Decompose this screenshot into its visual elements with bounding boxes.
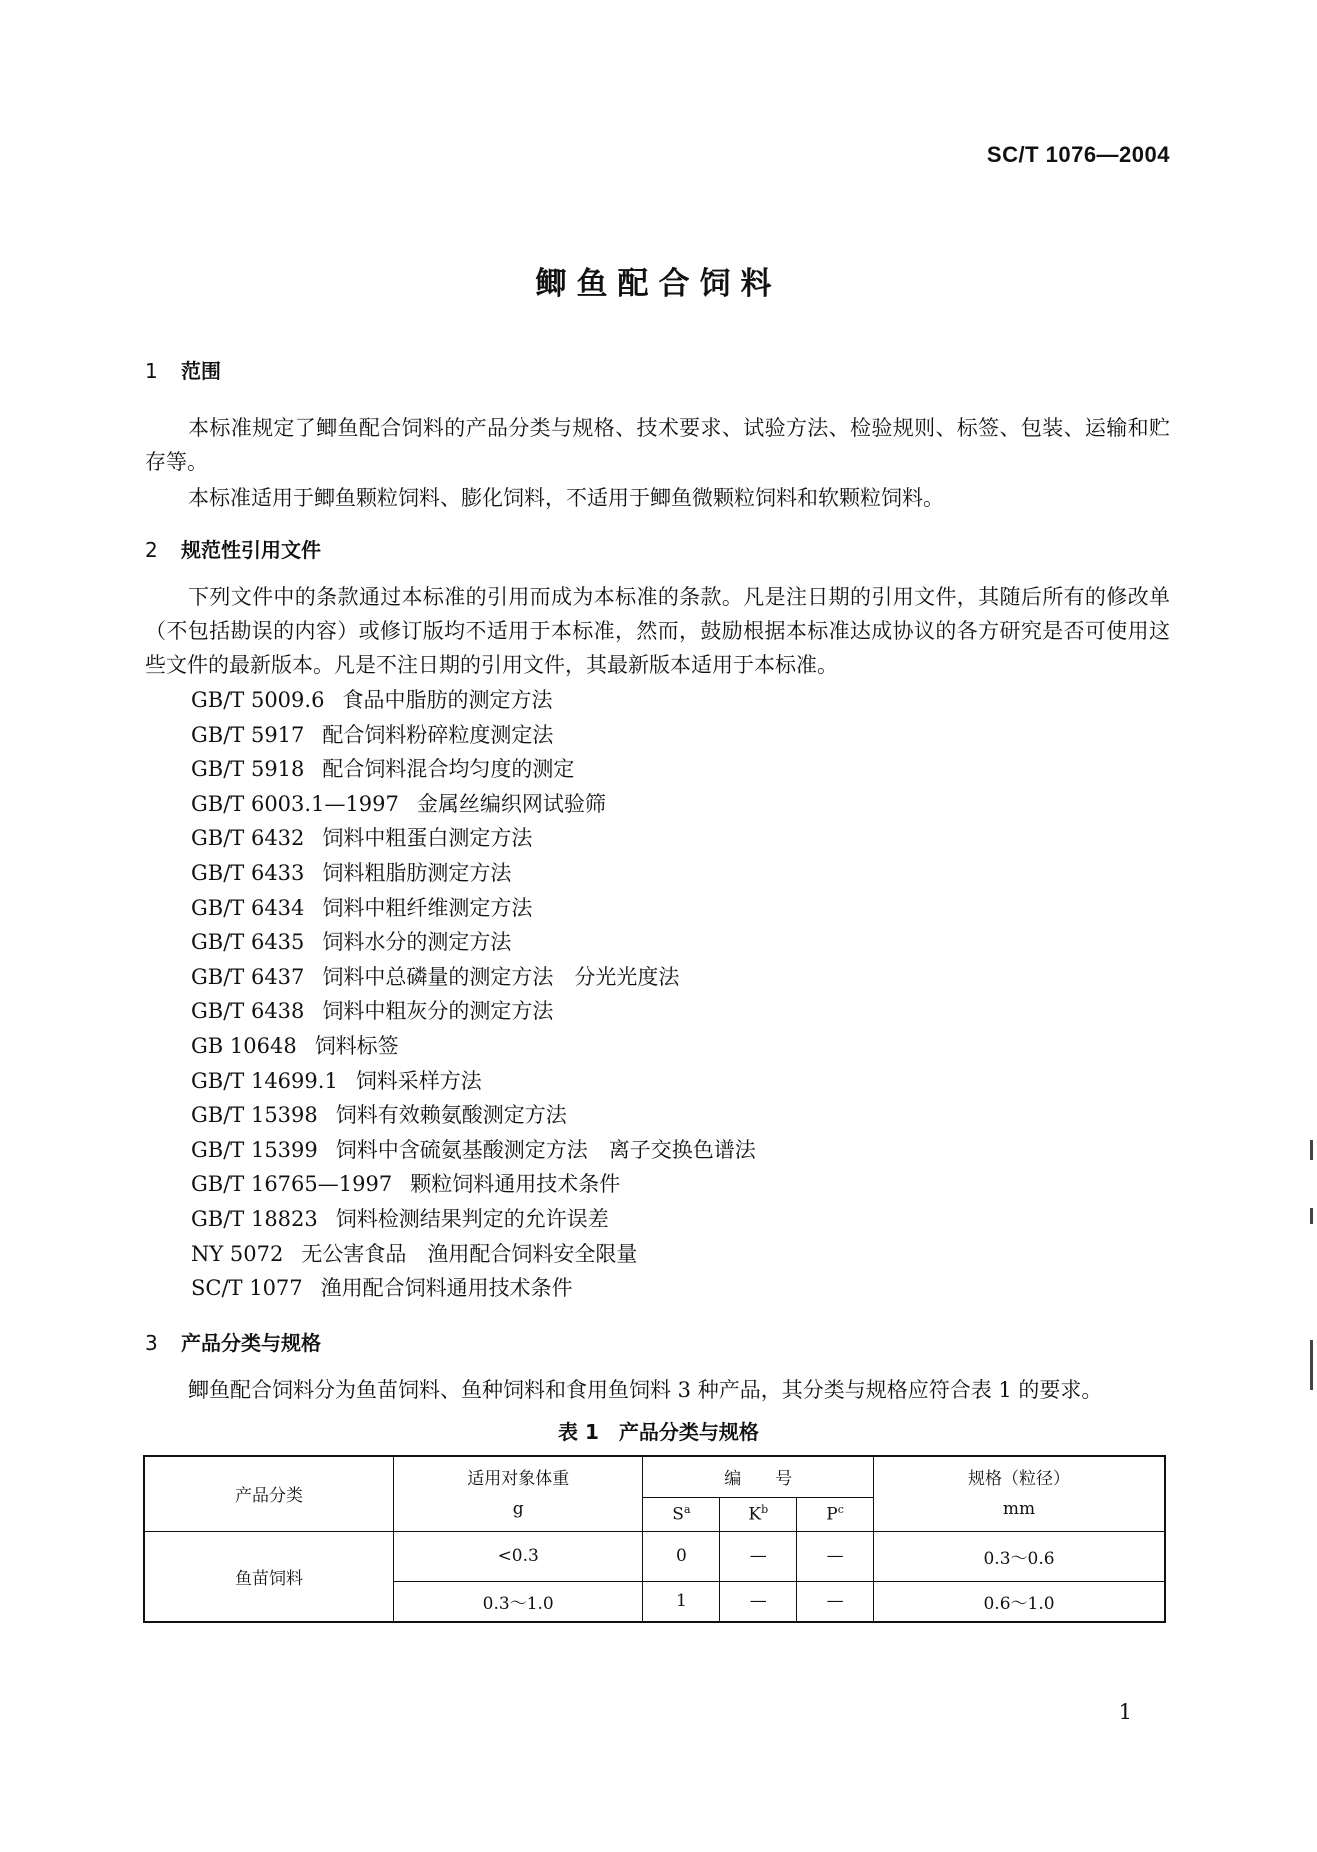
- header-weight: [393, 1456, 643, 1531]
- scan-edge-mark: [1310, 1140, 1313, 1160]
- table-caption: 表 1 产品分类与规格: [558, 1420, 759, 1444]
- table-row: [144, 1531, 1165, 1581]
- cell-spec: 0.6～1.0: [874, 1581, 1165, 1622]
- scan-edge-mark: [1310, 1208, 1313, 1224]
- cell-spec: 0.3～0.6: [874, 1531, 1165, 1581]
- reference-code: GB/T 6438: [191, 999, 305, 1024]
- header-k: [720, 1497, 797, 1531]
- reference-code: GB/T 6433: [191, 860, 305, 885]
- header-weight-label: 适用对象体重: [467, 1468, 570, 1489]
- cell-s: 0: [643, 1531, 720, 1581]
- reference-item: [191, 1064, 756, 1099]
- page-number: 1: [1118, 1700, 1132, 1724]
- reference-title: 饲料粗脂肪测定方法: [322, 860, 512, 885]
- footnote-marker: a: [683, 1503, 691, 1517]
- cell-s: 1: [643, 1581, 720, 1622]
- paragraph: 鲫鱼配合饲料分为鱼苗饲料、鱼种饲料和食用鱼饲料 3 种产品，其分类与规格应符合表 1 的要求。: [188, 1378, 1103, 1402]
- cell-p: —: [797, 1581, 874, 1622]
- reference-item: [191, 1098, 756, 1133]
- reference-item: [191, 1237, 756, 1272]
- reference-title: 饲料中含硫氨基酸测定方法 离子交换色谱法: [335, 1137, 756, 1162]
- reference-title: 饲料标签: [314, 1033, 399, 1058]
- cell-k: —: [720, 1581, 797, 1622]
- paragraph: 本标准适用于鲫鱼颗粒饲料、膨化饲料，不适用于鲫鱼微颗粒饲料和软颗粒饲料。: [188, 486, 944, 510]
- reference-title: 饲料中粗灰分的测定方法: [322, 999, 554, 1024]
- reference-item: [191, 787, 756, 822]
- cell-weight: 0.3～1.0: [393, 1581, 643, 1622]
- header-p-label: P: [826, 1504, 838, 1525]
- footnote-marker: c: [837, 1503, 844, 1517]
- reference-item: [191, 1167, 756, 1202]
- product-spec-table: [143, 1455, 1166, 1623]
- reference-item: [191, 683, 756, 718]
- reference-item: [191, 925, 756, 960]
- reference-item: [191, 960, 756, 995]
- header-spec-unit: mm: [1002, 1498, 1036, 1519]
- reference-title: 饲料检测结果判定的允许误差: [335, 1206, 609, 1231]
- reference-title: 颗粒饲料通用技术条件: [410, 1172, 621, 1197]
- document-title: 鲫鱼配合饲料: [535, 266, 782, 302]
- section-number: 3: [145, 1331, 158, 1355]
- standard-code: SC/T 1076—2004: [986, 142, 1170, 167]
- reference-code: GB/T 18823: [191, 1206, 318, 1231]
- reference-code: NY 5072: [191, 1241, 284, 1266]
- header-k-label: K: [748, 1504, 762, 1525]
- reference-title: 饲料中总磷量的测定方法 分光光度法: [322, 964, 680, 989]
- reference-code: GB/T 5009.6: [191, 688, 325, 712]
- reference-code: GB 10648: [191, 1033, 297, 1058]
- cell-k: —: [720, 1531, 797, 1581]
- section-number: 2: [145, 538, 158, 562]
- header-s-label: S: [672, 1504, 684, 1525]
- reference-item: [191, 856, 756, 891]
- reference-item: [191, 1271, 756, 1306]
- reference-item: [191, 994, 756, 1029]
- reference-title: 饲料中粗纤维测定方法: [322, 895, 533, 920]
- reference-item: [191, 718, 756, 753]
- reference-list: [191, 683, 756, 1306]
- header-weight-unit: g: [512, 1498, 524, 1519]
- reference-title: 食品中脂肪的测定方法: [342, 688, 553, 712]
- scan-edge-mark: [1310, 1340, 1313, 1390]
- cell-p: —: [797, 1531, 874, 1581]
- reference-code: GB/T 6003.1—1997: [191, 791, 399, 816]
- reference-code: GB/T 6432: [191, 826, 305, 851]
- reference-title: 饲料有效赖氨酸测定方法: [335, 1103, 567, 1128]
- reference-title: 配合饲料混合均匀度的测定: [322, 757, 575, 782]
- reference-title: 无公害食品 渔用配合饲料安全限量: [301, 1241, 638, 1266]
- section-title: 规范性引用文件: [181, 538, 321, 562]
- section-heading-scope: [145, 355, 221, 384]
- section-heading-product-classification: [145, 1327, 321, 1356]
- reference-title: 饲料水分的测定方法: [322, 930, 512, 955]
- reference-code: GB/T 5917: [191, 722, 305, 747]
- header-category: 产品分类: [144, 1456, 393, 1531]
- reference-code: GB/T 6434: [191, 895, 305, 920]
- reference-item: [191, 1133, 756, 1168]
- reference-title: 饲料中粗蛋白测定方法: [322, 826, 533, 851]
- reference-code: SC/T 1077: [191, 1276, 303, 1301]
- reference-code: GB/T 5918: [191, 757, 305, 782]
- paragraph: 下列文件中的条款通过本标准的引用而成为本标准的条款。凡是注日期的引用文件，其随后所有的修改单（不包括勘误的内容）或修订版均不适用于本标准，然而，鼓励根据本标准达成协议的各方研究是否可使用这些文件的最新版本。凡是不注日期的引用文件，其最新版本适用于本标准。: [145, 585, 1170, 677]
- reference-code: GB/T 15399: [191, 1137, 318, 1162]
- section-heading-normative-references: [145, 534, 321, 563]
- reference-code: GB/T 16765—1997: [191, 1172, 393, 1197]
- reference-item: [191, 1029, 756, 1064]
- reference-title: 渔用配合饲料通用技术条件: [320, 1276, 573, 1301]
- table-header-row: [144, 1456, 1165, 1497]
- header-spec-label: 规格（粒径）: [968, 1468, 1071, 1489]
- cell-weight: <0.3: [393, 1531, 643, 1581]
- reference-title: 金属丝编织网试验筛: [416, 791, 606, 816]
- footnote-marker: b: [761, 1503, 769, 1517]
- cell-category: 鱼苗饲料: [144, 1531, 393, 1622]
- header-s: [643, 1497, 720, 1531]
- reference-item: [191, 891, 756, 926]
- section-title: 产品分类与规格: [181, 1331, 321, 1355]
- reference-code: GB/T 15398: [191, 1103, 318, 1128]
- header-code-group: 编 号: [643, 1456, 874, 1497]
- header-spec: [874, 1456, 1165, 1531]
- reference-code: GB/T 6437: [191, 964, 305, 989]
- paragraph: 本标准规定了鲫鱼配合饲料的产品分类与规格、技术要求、试验方法、检验规则、标签、包装、运输和贮存等。: [145, 416, 1170, 474]
- section-number: 1: [145, 359, 158, 383]
- reference-title: 饲料采样方法: [355, 1068, 482, 1093]
- reference-title: 配合饲料粉碎粒度测定法: [322, 722, 554, 747]
- reference-item: [191, 1202, 756, 1237]
- section-title: 范围: [181, 359, 221, 383]
- reference-code: GB/T 14699.1: [191, 1068, 338, 1093]
- header-p: [797, 1497, 874, 1531]
- reference-item: [191, 821, 756, 856]
- reference-item: [191, 752, 756, 787]
- reference-code: GB/T 6435: [191, 930, 305, 955]
